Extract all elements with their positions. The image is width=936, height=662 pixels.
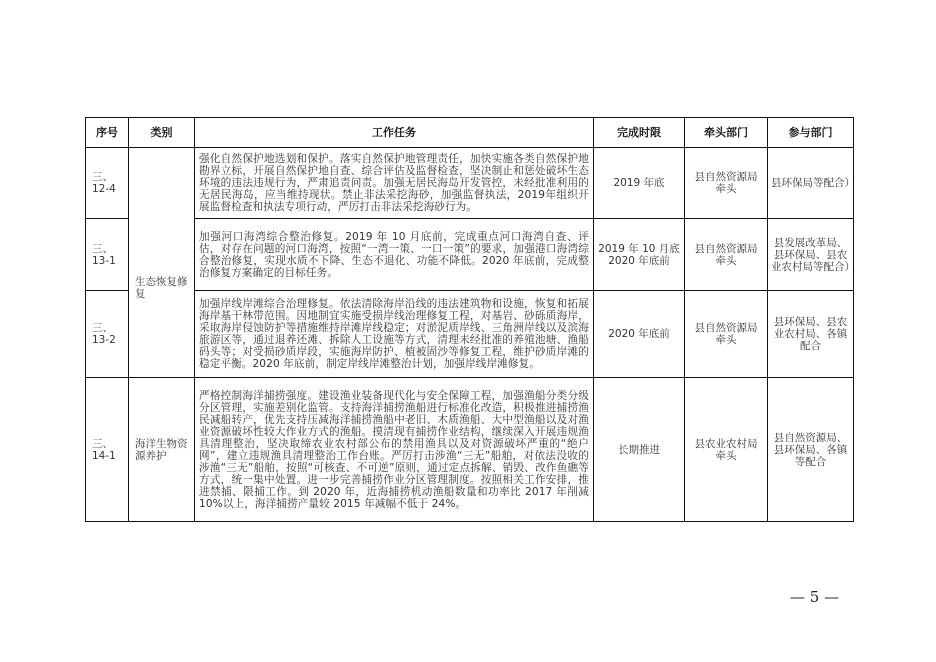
task-text: 加强河口海湾综合整治修复。2019 年 10 月底前，完成重点河口海湾自查、评估，对存在问题的河口海湾，按照“一湾一策、一口一策”的要求，加强港口海湾综合整治修复，实现水质不下降、生态不退化、功能不降低。2020 年底前，完成整治修复方案确定的目标任务。 — [195, 219, 594, 291]
lead-line: 牵头 — [715, 254, 737, 267]
number-value: 12-4 — [92, 183, 116, 195]
lead-line: 牵头 — [715, 334, 737, 346]
number-value: 13-1 — [92, 254, 116, 267]
deadline-line: 2020 年底前 — [608, 254, 670, 267]
partners-cell: 县自然资源局、县环保局、各镇等配合 — [768, 378, 854, 522]
header-lead: 牵头部门 — [685, 118, 768, 148]
category-label: 生态恢复修复 — [135, 276, 188, 300]
table-row — [86, 219, 854, 291]
partners-cell: 县环保局等配合） — [768, 148, 854, 219]
task-text: 强化自然保护地选划和保护。落实自然保护地管理责任，加快实施各类自然保护地勘界立标，开展自然保护地自查、综合评估及监督检查，坚决制止和惩处破坏生态环境的违法违规行为，严肃追责问责。加强无居民海岛开发管控，未经批准利用的无居民海岛，应当维持现状。禁止非法采挖海砂，加强监督执法，2019年组织开展监督检查和执法专项行动，严厉打击非法采挖海砂行为。 — [195, 148, 594, 219]
number-prefix: 三、 — [92, 437, 113, 450]
deadline-cell — [594, 378, 685, 522]
lead-cell — [685, 291, 768, 378]
lead-line: 县自然资源局 — [694, 242, 758, 255]
category-cell — [129, 148, 195, 378]
lead-cell — [685, 148, 768, 219]
lead-cell — [685, 378, 768, 522]
row-number — [86, 378, 129, 522]
number-prefix: 三、 — [92, 171, 113, 183]
task-text: 加强岸线岸滩综合治理修复。依法清除海岸沿线的违法建筑物和设施，恢复和拓展海岸基干林带范围。因地制宜实施受损岸线治理修复工程，对基岩、砂砾质海岸，采取海岸侵蚀防护等措施维持岸滩岸线稳定；对淤泥质岸线、三角洲岸线以及滨海旅游区等，通过退养还滩、拆除人工设施等方式，清理未经批准的养殖池塘、渔船码头等；对受损砂质岸段，实施海岸防护、植被固沙等修复工程，维护砂质岸滩的稳定平衡。2020 年底前，制定岸线岸滩整治计划，加强岸线岸滩修复。 — [195, 291, 594, 378]
table-row — [86, 291, 854, 378]
table-header-row — [86, 118, 854, 148]
lead-cell — [685, 219, 768, 291]
partners-cell: 县发展改革局、县环保局、县农业农村局等配合） — [768, 219, 854, 291]
header-task: 工作任务 — [195, 118, 594, 148]
deadline-cell — [594, 148, 685, 219]
number-value: 13-2 — [92, 334, 116, 346]
header-num: 序号 — [86, 118, 129, 148]
partners-cell: 县环保局、县农业农村局、各镇配合 — [768, 291, 854, 378]
number-prefix: 三、 — [92, 322, 113, 334]
table-row — [86, 378, 854, 522]
number-value: 14-1 — [92, 449, 116, 462]
deadline-line: 长期推进 — [618, 443, 660, 456]
header-category: 类别 — [129, 118, 195, 148]
header-partners: 参与部门 — [768, 118, 854, 148]
deadline-line: 2019 年底 — [613, 177, 665, 189]
lead-line: 县农业农村局 — [694, 437, 758, 450]
table-row — [86, 148, 854, 219]
task-table — [85, 117, 854, 522]
lead-line: 牵头 — [715, 183, 737, 195]
header-deadline: 完成时限 — [594, 118, 685, 148]
row-number — [86, 148, 129, 219]
deadline-cell — [594, 219, 685, 291]
number-prefix: 三、 — [92, 242, 113, 255]
deadline-cell — [594, 291, 685, 378]
lead-line: 牵头 — [715, 449, 737, 462]
task-text: 严格控制海洋捕捞强度。建设渔业装备现代化与安全保障工程，加强渔船分类分级分区管理，实施差别化监管。支持海洋捕捞渔船进行标准化改造，积极推进捕捞渔民减船转产，优先支持压减海洋捕捞渔船中老旧、木质渔船、大中型渔船以及对渔业资源破坏性较大作业方式的渔船。摸清现有捕捞作业结构，继续深入开展违规渔具清理整治，坚决取缔农业农村部公布的禁用渔具以及对资源破坏严重的“绝户网”，建立违规渔具清理整治工作台账。严厉打击涉渔“三无”船舶，对依法没收的涉渔“三无”船舶，按照“可核查、不可逆”原则，通过定点拆解、销毁、改作鱼礁等方式，统一集中处置。进一步完善捕捞作业分区管理制度。按照相关工作安排，推进禁捕、限捕工作。到 2020 年，近海捕捞机动渔船数量和功率比 2017 年削减 10%以上，海洋捕捞产量较 2015 年减幅不低于 24%。 — [195, 378, 594, 522]
deadline-line: 2019 年 10 月底 — [598, 242, 680, 255]
page-number: — 5 — — [790, 588, 840, 606]
lead-line: 县自然资源局 — [694, 322, 758, 334]
deadline-line: 2020 年底前 — [608, 328, 670, 340]
category-cell: 海洋生物资源养护 — [129, 378, 195, 522]
row-number — [86, 291, 129, 378]
lead-line: 县自然资源局 — [694, 171, 758, 183]
row-number — [86, 219, 129, 291]
